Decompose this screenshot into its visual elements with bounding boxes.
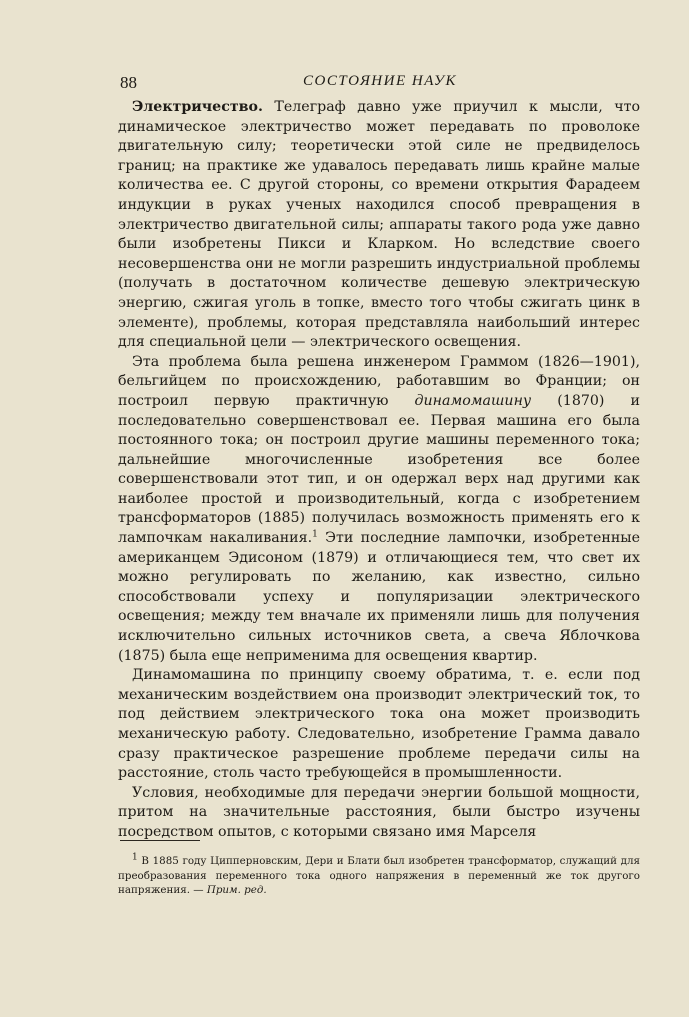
paragraph-text: Эти последние лампочки, изобретенные американцем Эдисоном (1879) и отличающиеся тем, что свет их можно регулировать по желанию, как известно, сильно способствовали успеху и популяризации электрического освещения; между тем вначале их применяли лишь для получения исключительно сильных источников света, а свеча Яблочкова (1875) была еще неприменима для освещения квартир. <box>118 530 640 664</box>
paragraph-gramme <box>118 353 640 667</box>
emphasis-dynamo: динамомашину <box>414 392 532 409</box>
body-text <box>118 98 640 843</box>
footnote-marker: 1 <box>132 852 138 863</box>
paragraph-transmission: Условия, необходимые для передачи энергии большой мощности, притом на значительные расстояния, были быстро изучены посредством опытов, с которыми связано имя Марселя <box>118 784 640 840</box>
page-number: 88 <box>120 73 137 92</box>
footnote-text: В 1885 году Ципперновским, Дери и Блати был изобретен трансформатор, служащий для преобразования переменного тока одного напряжения в переменный же ток другого напряжения. — <box>118 855 640 896</box>
footnote <box>118 854 640 897</box>
paragraph-text: Телеграф давно уже приучил к мысли, что динамическое электричество может передавать по проволоке двигательную силу; теоретически этой силе не предвиделось границ; на практике же удавалось передавать лишь крайне малые количества ее. С другой стороны, со времени открытия Фарадеем индукции в руках ученых находился способ превращения в электричество двигательной силы; аппараты такого рода уже давно были изобретены Пикси и Кларком. Но вследствие своего несовершенства они не могли разрешить индустриальной проблемы (получать в достаточном количестве дешевую электрическую энергию, сжигая уголь в топке, вместо того чтобы сжигать цинк в элементе), проблемы, которая представляла наибольший интерес для специальной цели — электрического освещения. <box>118 99 640 351</box>
paragraph-text: (1870) и последовательно совершенствовал ее. Первая машина его была постоянного тока; он построил другие машины переменного тока; дальнейшие многочисленные изобретения все более совершенствовали этот тип, и он одержал верх над другими как наиболее простой и производительный, когда с изобретением трансформаторов (1885) получилась возможность применять его к лампочкам накаливания. <box>118 392 640 547</box>
section-lead: Электричество. <box>132 99 263 115</box>
running-head: СОСТОЯНИЕ НАУК <box>303 73 457 89</box>
page-header <box>120 73 640 97</box>
paragraph-reversibility: Динамомашина по принципу своему обратима, т. е. если под механическим воздействием она производит электрический ток, то под действием электрического тока она может производить механическую работу. Следовательно, изобретение Грамма давало сразу практическое разрешение проблеме передачи силы на расстояние, столь часто требующейся в промышленности. <box>118 667 640 782</box>
editor-note: Прим. ред. <box>206 883 267 896</box>
paragraph-text: Эта проблема была решена инженером Граммом (1826—1901), бельгийцем по происхождению, работавшим во Франции; он построил первую практичную <box>118 353 640 409</box>
footnote-reference: 1 <box>312 529 318 540</box>
footnote-divider <box>120 840 200 841</box>
paragraph-electricity <box>118 98 640 353</box>
